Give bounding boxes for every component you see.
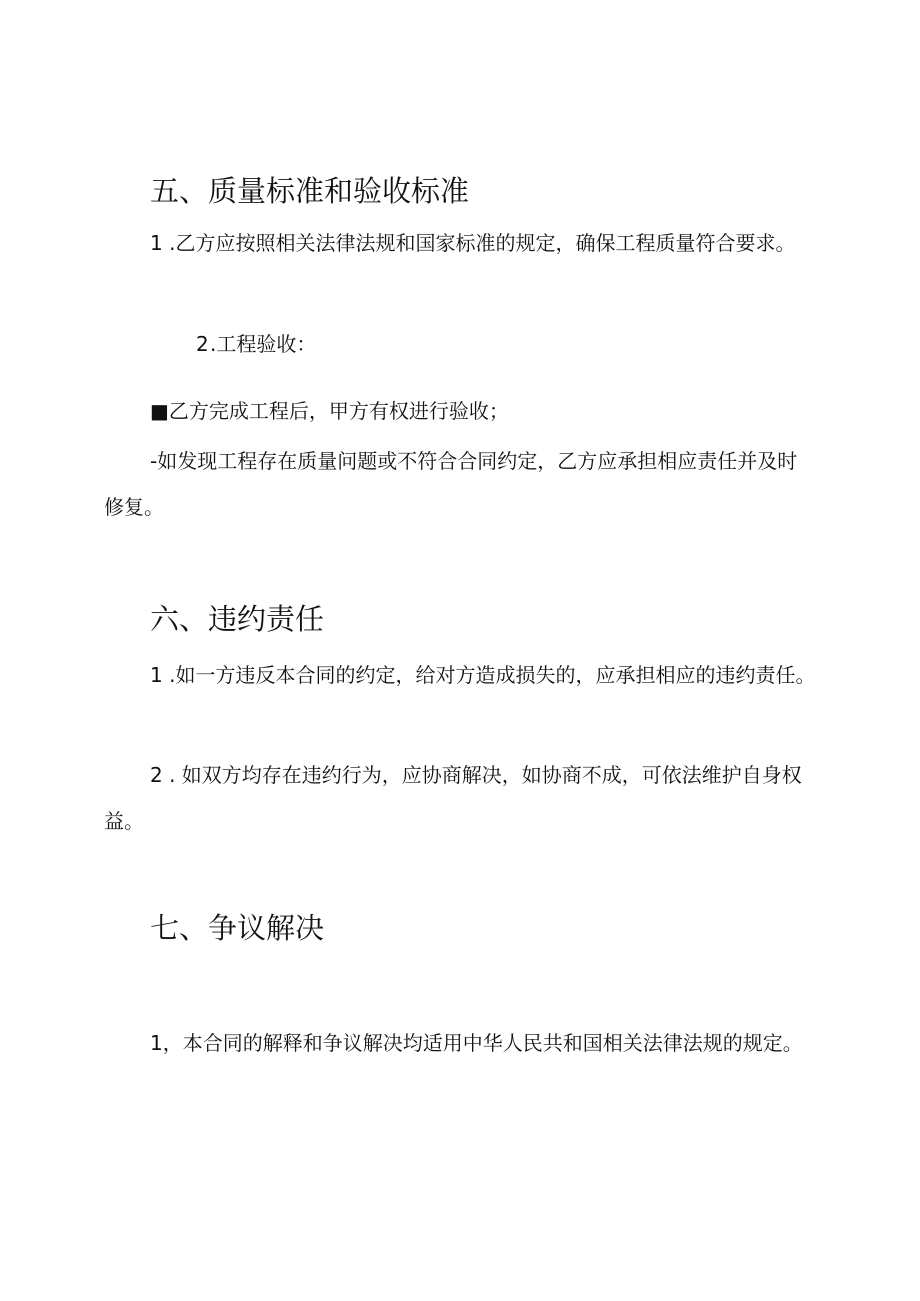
quality-defect-bullet: -如发现工程存在质量问题或不符合合同约定，乙方应承担相应责任并及时修复。: [104, 449, 798, 519]
dispute-clause-1: 1，本合同的解释和争议解决均适用中华人民共和国相关法律法规的规定。: [150, 1031, 803, 1055]
quality-clause-1: 1 .乙方应按照相关法律法规和国家标准的规定，确保工程质量符合要求。: [150, 231, 796, 255]
breach-clause-1: 1 .如一方违反本合同的约定，给对方造成损失的，应承担相应的违约责任。: [150, 663, 816, 687]
breach-clause-2: 2 . 如双方均存在违约行为，应协商解决，如协商不成，可依法维护自身权益。: [104, 763, 802, 833]
quality-clause-2: [104, 321, 816, 367]
section-heading-quality: 五、质量标准和验收标准: [150, 174, 470, 208]
quality-clause-2-number: 2: [196, 332, 209, 356]
quality-clause-2-text: .工程验收：: [210, 332, 317, 356]
section-heading-dispute: 七、争议解决: [150, 911, 325, 945]
section-heading-breach: 六、违约责任: [150, 602, 325, 636]
quality-acceptance-bullet: ■乙方完成工程后，甲方有权进行验收；: [150, 399, 509, 423]
